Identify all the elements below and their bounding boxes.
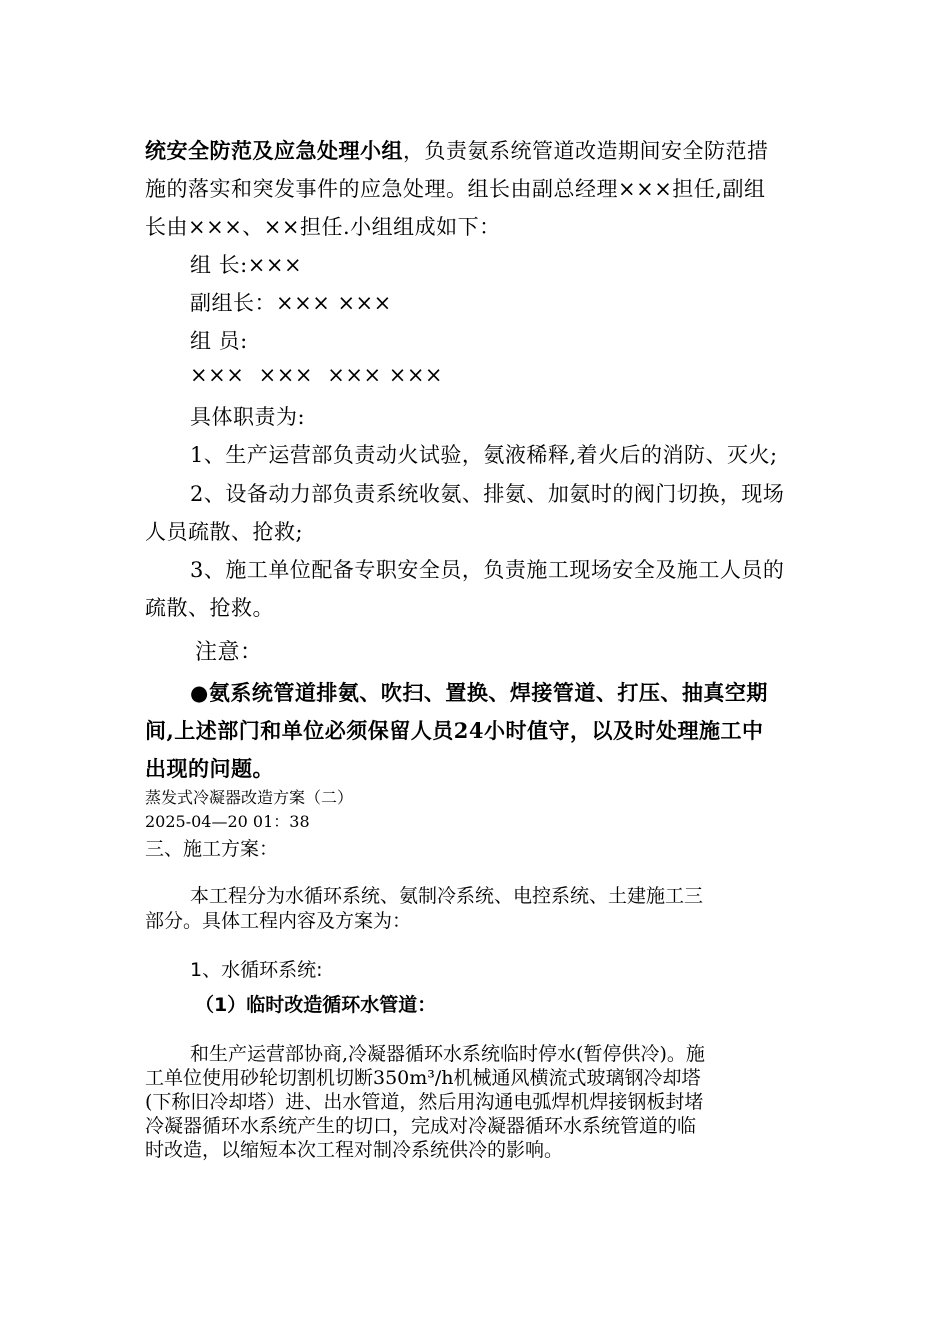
article-title: 蒸发式冷凝器改造方案（二） — [145, 788, 354, 807]
text-line: 疏散、抢救。 — [145, 596, 274, 620]
note-line: ●氨系统管道排氨、吹扫、置换、焊接管道、打压、抽真空期 — [190, 680, 768, 705]
text-line: 时改造，以缩短本次工程对制冷系统供冷的影响。 — [145, 1139, 564, 1161]
duty-item: 3、施工单位配备专职安全员，负责施工现场安全及施工人员的 — [190, 558, 785, 582]
text-line: 部分。具体工程内容及方案为： — [145, 910, 412, 932]
text-line: 人员疏散、抢救; — [145, 520, 304, 544]
duty-item: 1、生产运营部负责动火试验，氨液稀释,着火后的消防、灭火; — [190, 443, 778, 467]
text-line: 施的落实和突发事件的应急处理。组长由副总经理×××担任,副组 — [145, 177, 766, 201]
text-line — [145, 135, 769, 165]
duty-item: 2、设备动力部负责系统收氨、排氨、加氨时的阀门切换，现场 — [190, 482, 785, 506]
subheading-bold: （1）临时改造循环水管道： — [195, 994, 437, 1016]
text-span: ，负责氨系统管道改造期间安全防范措 — [403, 139, 769, 163]
text-line: 冷凝器循环水系统产生的切口，完成对冷凝器循环水系统管道的临 — [145, 1115, 697, 1137]
subheading: 1、水循环系统: — [190, 959, 323, 981]
text-line: 本工程分为水循环系统、氨制冷系统、电控系统、土建施工三 — [190, 885, 704, 907]
members-line: ××× ××× ××× ××× — [190, 363, 444, 387]
text-line: 工单位使用砂轮切割机切断350m³/h机械通风横流式玻璃钢冷却塔 — [145, 1067, 701, 1089]
duties-label: 具体职责为: — [190, 405, 306, 429]
section-heading: 三、施工方案： — [145, 838, 279, 860]
deputy-line: 副组长：××× ××× — [190, 291, 392, 315]
article-timestamp: 2025-04—20 01：38 — [145, 812, 310, 831]
members-label: 组 员: — [190, 329, 248, 353]
note-line: 间,上述部门和单位必须保留人员24小时值守，以及时处理施工中 — [145, 718, 764, 743]
text-line: 长由×××、××担任.小组组成如下： — [145, 215, 501, 239]
bold-phrase: 统安全防范及应急处理小组 — [145, 138, 403, 163]
note-line: 出现的问题。 — [145, 756, 274, 781]
text-line: 和生产运营部协商,冷凝器循环水系统临时停水(暂停供冷)。施 — [190, 1043, 705, 1065]
leader-line: 组 长:××× — [190, 253, 303, 277]
text-line: (下称旧冷却塔）进、出水管道，然后用沟通电弧焊机焊接钢板封堵 — [145, 1091, 704, 1113]
note-label: 注意： — [195, 640, 263, 665]
